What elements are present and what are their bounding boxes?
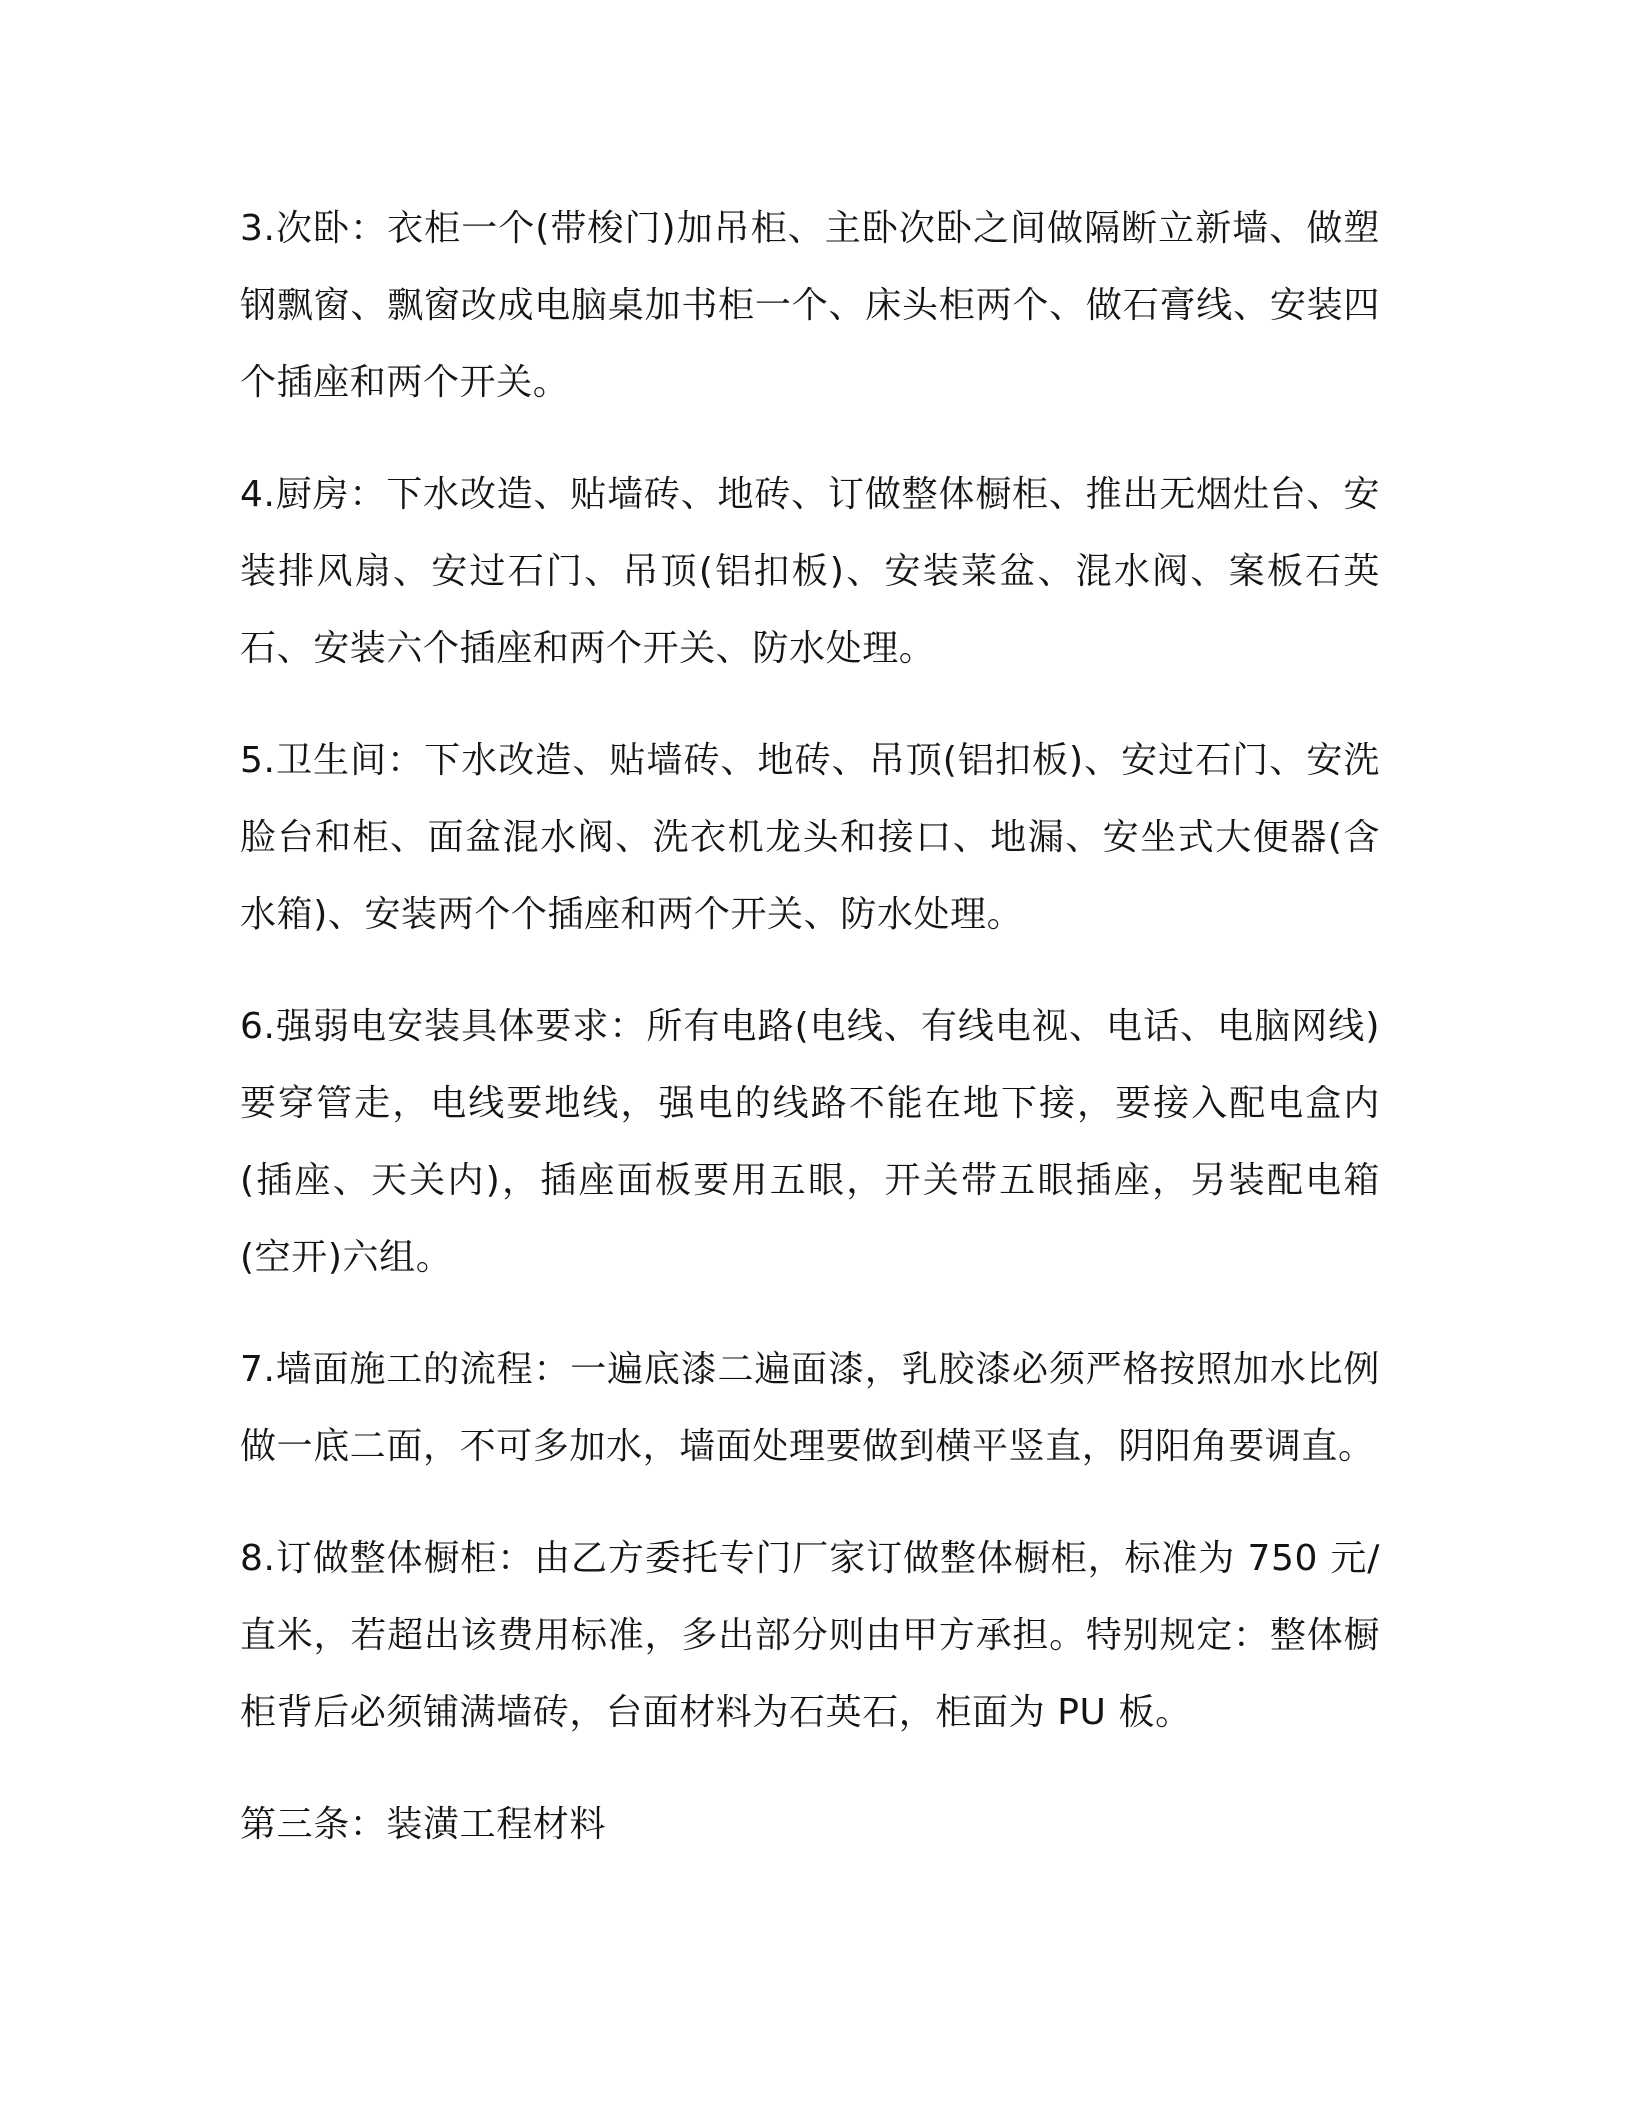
paragraph-electrical: 6.强弱电安装具体要求：所有电路(电线、有线电视、电话、电脑网线)要穿管走，电线要地线，强电的线路不能在地下接，要接入配电盒内(插座、天关内)，插座面板要用五眼，开关带五眼插座，另装配电箱(空开)六组。 xyxy=(240,1006,1380,1278)
paragraph-secondary-bedroom: 3.次卧：衣柜一个(带梭门)加吊柜、主卧次卧之间做隔断立新墙、做塑钢飘窗、飘窗改成电脑桌加书柜一个、床头柜两个、做石膏线、安装四个插座和两个开关。 xyxy=(240,208,1380,403)
paragraph-bathroom: 5.卫生间：下水改造、贴墙砖、地砖、吊顶(铝扣板)、安过石门、安洗脸台和柜、面盆混水阀、洗衣机龙头和接口、地漏、安坐式大便器(含水箱)、安装两个个插座和两个开关、防水处理。 xyxy=(240,740,1380,935)
paragraph-cabinets: 8.订做整体橱柜：由乙方委托专门厂家订做整体橱柜，标准为 750 元/直米，若超出该费用标准，多出部分则由甲方承担。特别规定：整体橱柜背后必须铺满墙砖，台面材料为石英石，柜面为 PU 板。 xyxy=(240,1538,1380,1733)
paragraph-kitchen: 4.厨房：下水改造、贴墙砖、地砖、订做整体橱柜、推出无烟灶台、安装排风扇、安过石门、吊顶(铝扣板)、安装菜盆、混水阀、案板石英石、安装六个插座和两个开关、防水处理。 xyxy=(240,474,1380,669)
section-heading: 第三条：装潢工程材料 xyxy=(240,1804,607,1845)
document-body xyxy=(240,190,1380,1863)
paragraph-wall-painting: 7.墙面施工的流程：一遍底漆二遍面漆，乳胶漆必须严格按照加水比例做一底二面，不可多加水，墙面处理要做到横平竖直，阴阳角要调直。 xyxy=(240,1349,1380,1467)
